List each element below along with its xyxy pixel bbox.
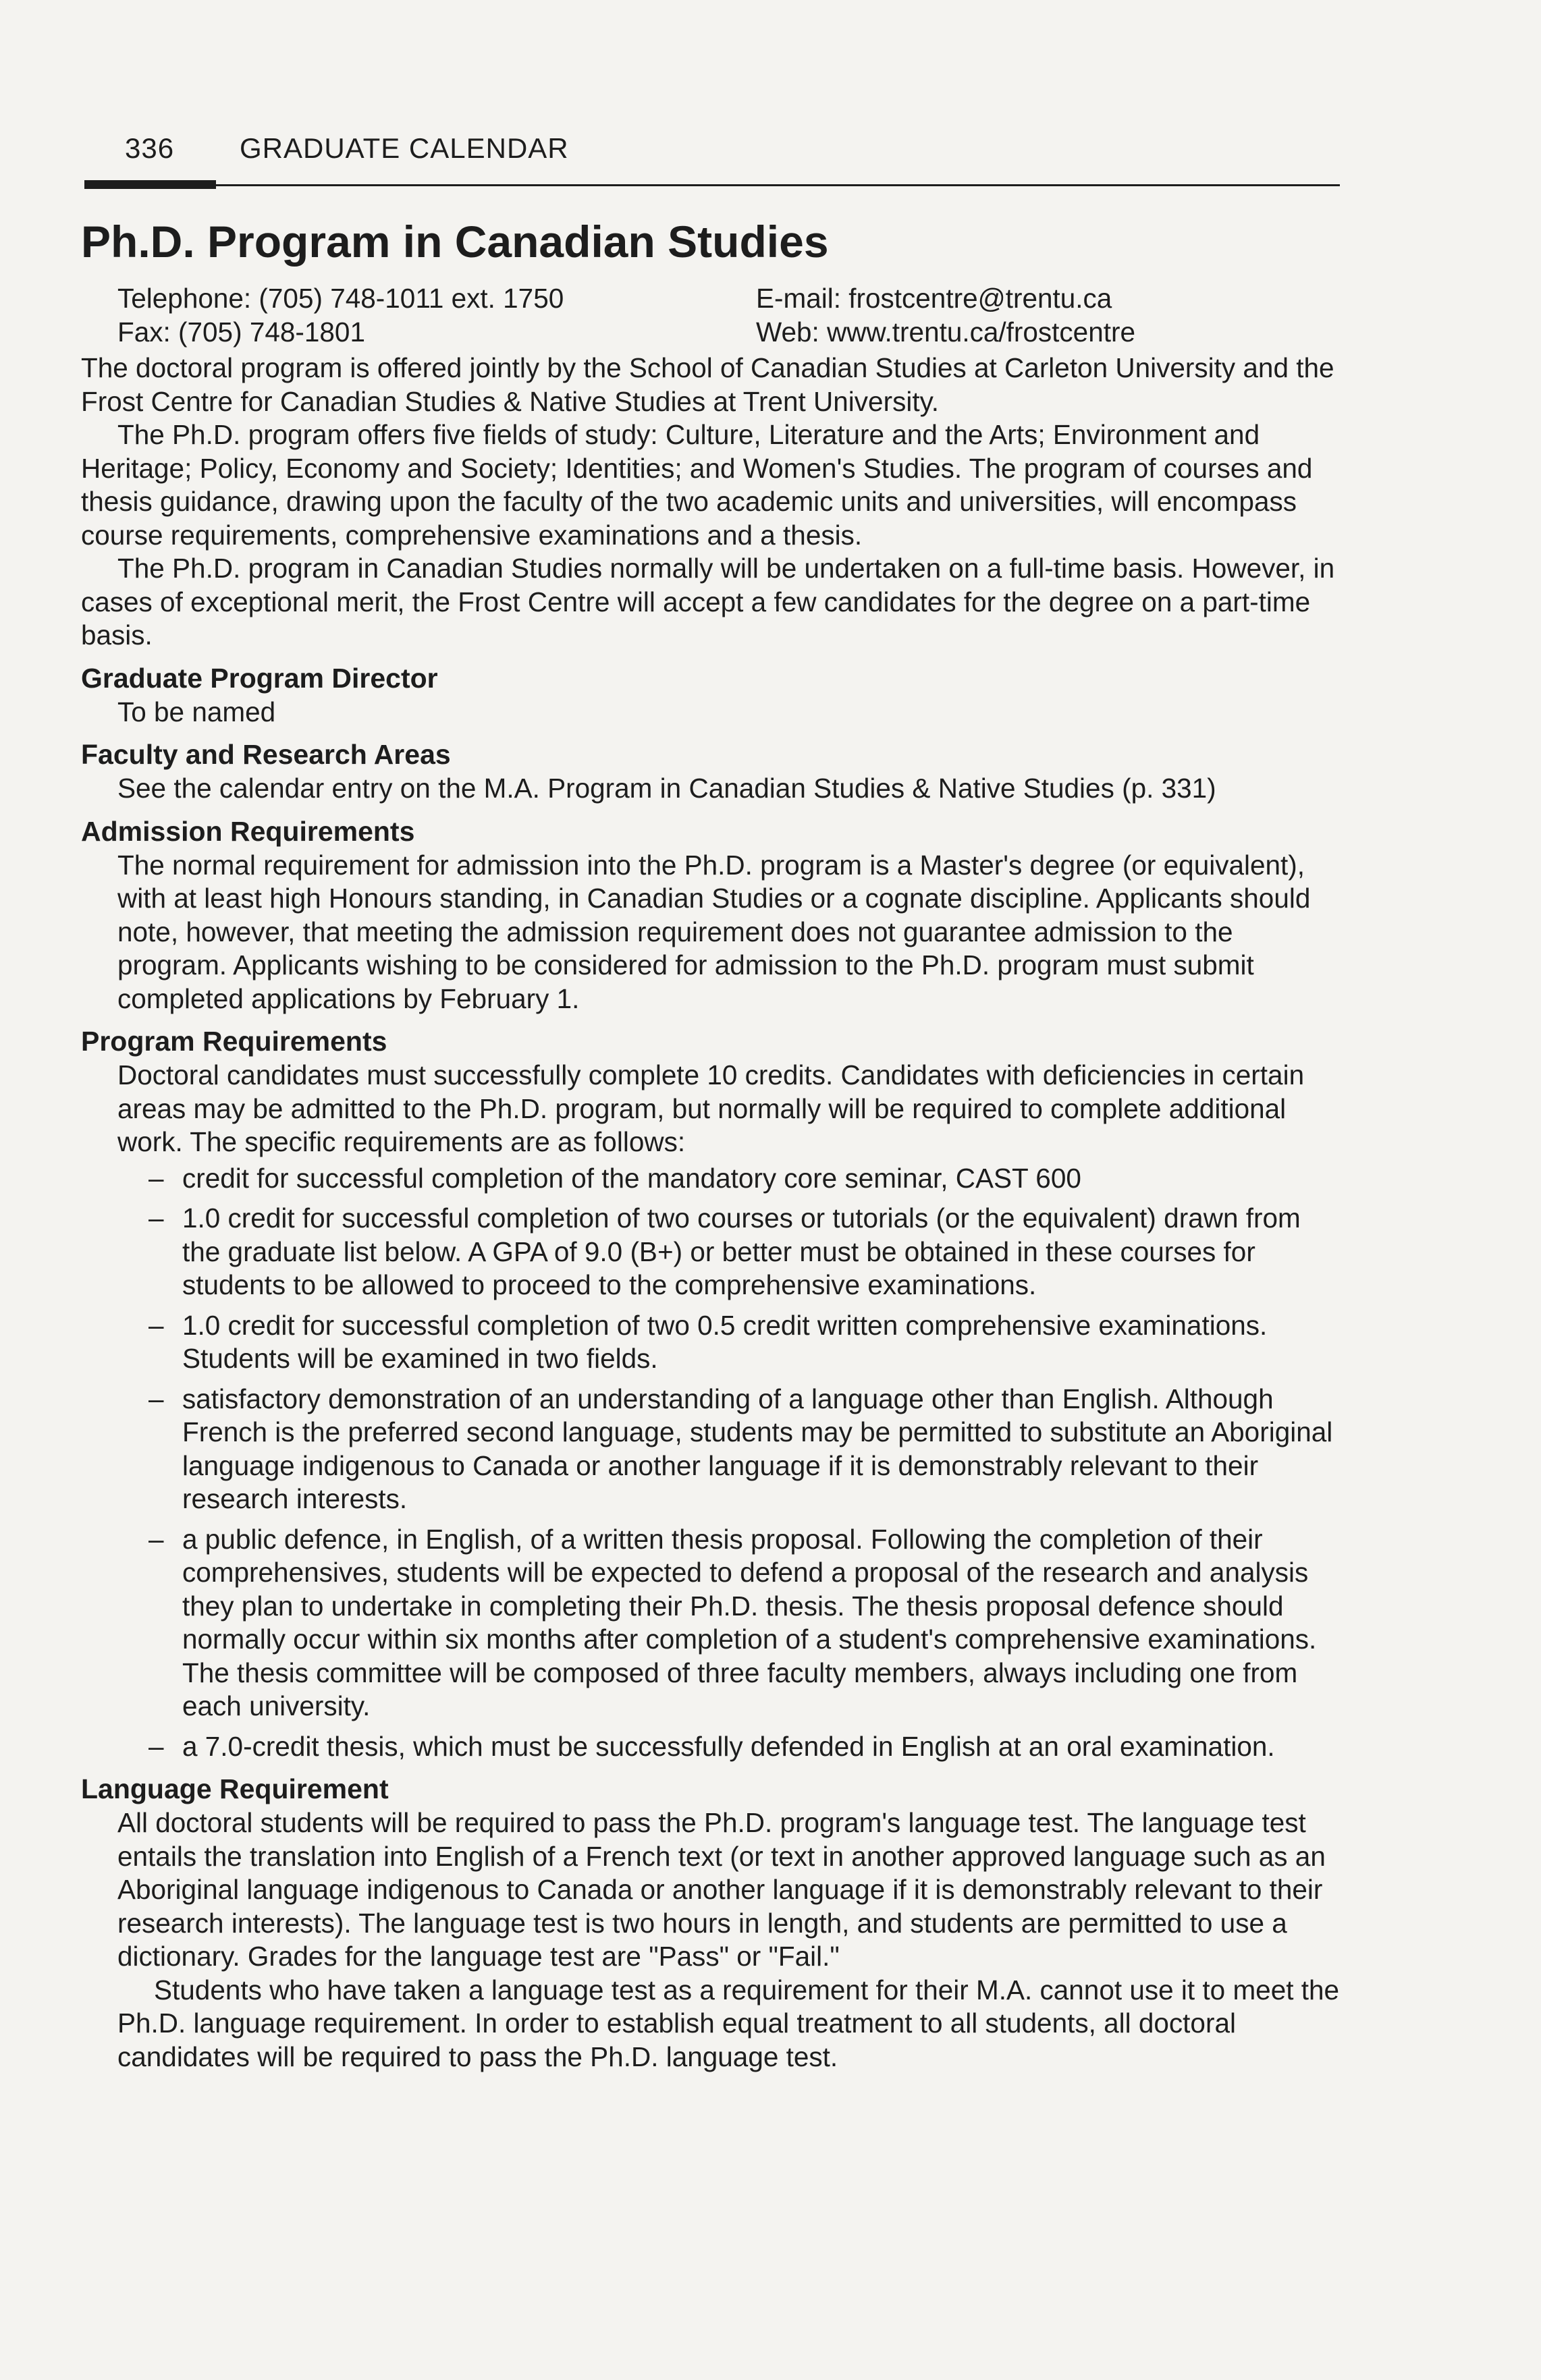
list-item: – 1.0 credit for successful completion of two courses or tutorials (or the equivalent) drawn from the graduate list below. A GPA of 9.0 (B+) or better must be obtained in these courses for students to be allowed to proceed to the comprehensive examinations. (148, 1202, 1343, 1302)
contact-phone-column (117, 282, 756, 349)
list-item: – 1.0 credit for successful completion of two 0.5 credit written comprehensive examinations. Students will be examined in two fields. (148, 1309, 1343, 1376)
running-title: GRADUATE CALENDAR (240, 132, 569, 164)
faculty-heading: Faculty and Research Areas (81, 739, 451, 770)
page-number: 336 (125, 132, 175, 164)
contact-block (81, 282, 1343, 349)
header-rule (84, 184, 1340, 186)
running-header (125, 132, 569, 165)
language-paragraph-1: All doctoral students will be required to pass the Ph.D. program's language test. The language test entails the translation into English of a French text (or text in another approved language such as an Aboriginal language indigenous to Canada or another language if it is demonstrably relevant to their research interests). The language test is two hours in length, and students are permitted to use a dictionary. Grades for the language test are "Pass" or "Fail." (117, 1807, 1326, 1972)
program-body: Doctoral candidates must successfully complete 10 credits. Candidates with deficiencies in certain areas may be admitted to the Ph.D. program, but normally will be required to complete additional work. The specific requirements are as follows: (117, 1059, 1305, 1157)
page-title: Ph.D. Program in Canadian Studies (81, 217, 829, 267)
fax: Fax: (705) 748-1801 (117, 316, 365, 348)
list-item: – a public defence, in English, of a written thesis proposal. Following the completion of their comprehensives, students will be expected to defend a proposal of the research and analysis they plan to undertake in completing their Ph.D. thesis. The thesis proposal defence should normally occur within six months after completion of a student's comprehensive examinations. The thesis committee will be composed of three faculty members, always including one from each university. (148, 1523, 1343, 1723)
email: E-mail: frostcentre@trentu.ca (756, 283, 1112, 314)
admission-heading: Admission Requirements (81, 815, 415, 847)
contact-web-column (756, 282, 1135, 349)
page-content (81, 215, 1343, 2074)
language-paragraph-2: Students who have taken a language test as a requirement for their M.A. cannot use it to meet the Ph.D. language requirement. In order to establish equal treatment to all students, all doctoral candidates will be required to pass the Ph.D. language test. (117, 1974, 1340, 2072)
web-address: Web: www.trentu.ca/frostcentre (756, 316, 1135, 348)
intro-paragraph-1: The doctoral program is offered jointly by the School of Canadian Studies at Carleton University and the Frost Centre for Canadian Studies & Native Studies at Trent University. (81, 352, 1334, 417)
list-item: – satisfactory demonstration of an understanding of a language other than English. Although French is the preferred second language, students may be permitted to substitute an Aboriginal language indigenous to Canada or another language if it is demonstrably relevant to their research interests. (148, 1383, 1343, 1516)
requirements-list (81, 1162, 1343, 1764)
director-body: To be named (117, 696, 276, 727)
intro-paragraph-2: The Ph.D. program offers five fields of study: Culture, Literature and the Arts; Environment and Heritage; Policy, Economy and Society; Identities; and Women's Studies. The program of courses and thesis guidance, drawing upon the faculty of the two academic units and universities, will encompass course requirements, comprehensive examinations and a thesis. (81, 419, 1313, 551)
faculty-body: See the calendar entry on the M.A. Program in Canadian Studies & Native Studies (p. 331) (117, 773, 1216, 804)
language-body (81, 1806, 1343, 2074)
program-heading: Program Requirements (81, 1026, 387, 1057)
list-item: – credit for successful completion of the mandatory core seminar, CAST 600 (148, 1162, 1343, 1196)
telephone: Telephone: (705) 748-1011 ext. 1750 (117, 283, 564, 314)
language-heading: Language Requirement (81, 1773, 389, 1804)
intro-paragraph-3: The Ph.D. program in Canadian Studies normally will be undertaken on a full-time basis. However, in cases of exceptional merit, the Frost Centre will accept a few candidates for the degree on a part-time basis. (81, 553, 1335, 651)
list-item: – a 7.0-credit thesis, which must be successfully defended in English at an oral examination. (148, 1730, 1343, 1764)
director-heading: Graduate Program Director (81, 662, 438, 694)
admission-body: The normal requirement for admission into the Ph.D. program is a Master's degree (or equivalent), with at least high Honours standing, in Canadian Studies or a cognate discipline. Applicants should note, however, that meeting the admission requirement does not guarantee admission to the program. Applicants wishing to be considered for admission to the Ph.D. program must submit completed applications by February 1. (117, 849, 1311, 1014)
